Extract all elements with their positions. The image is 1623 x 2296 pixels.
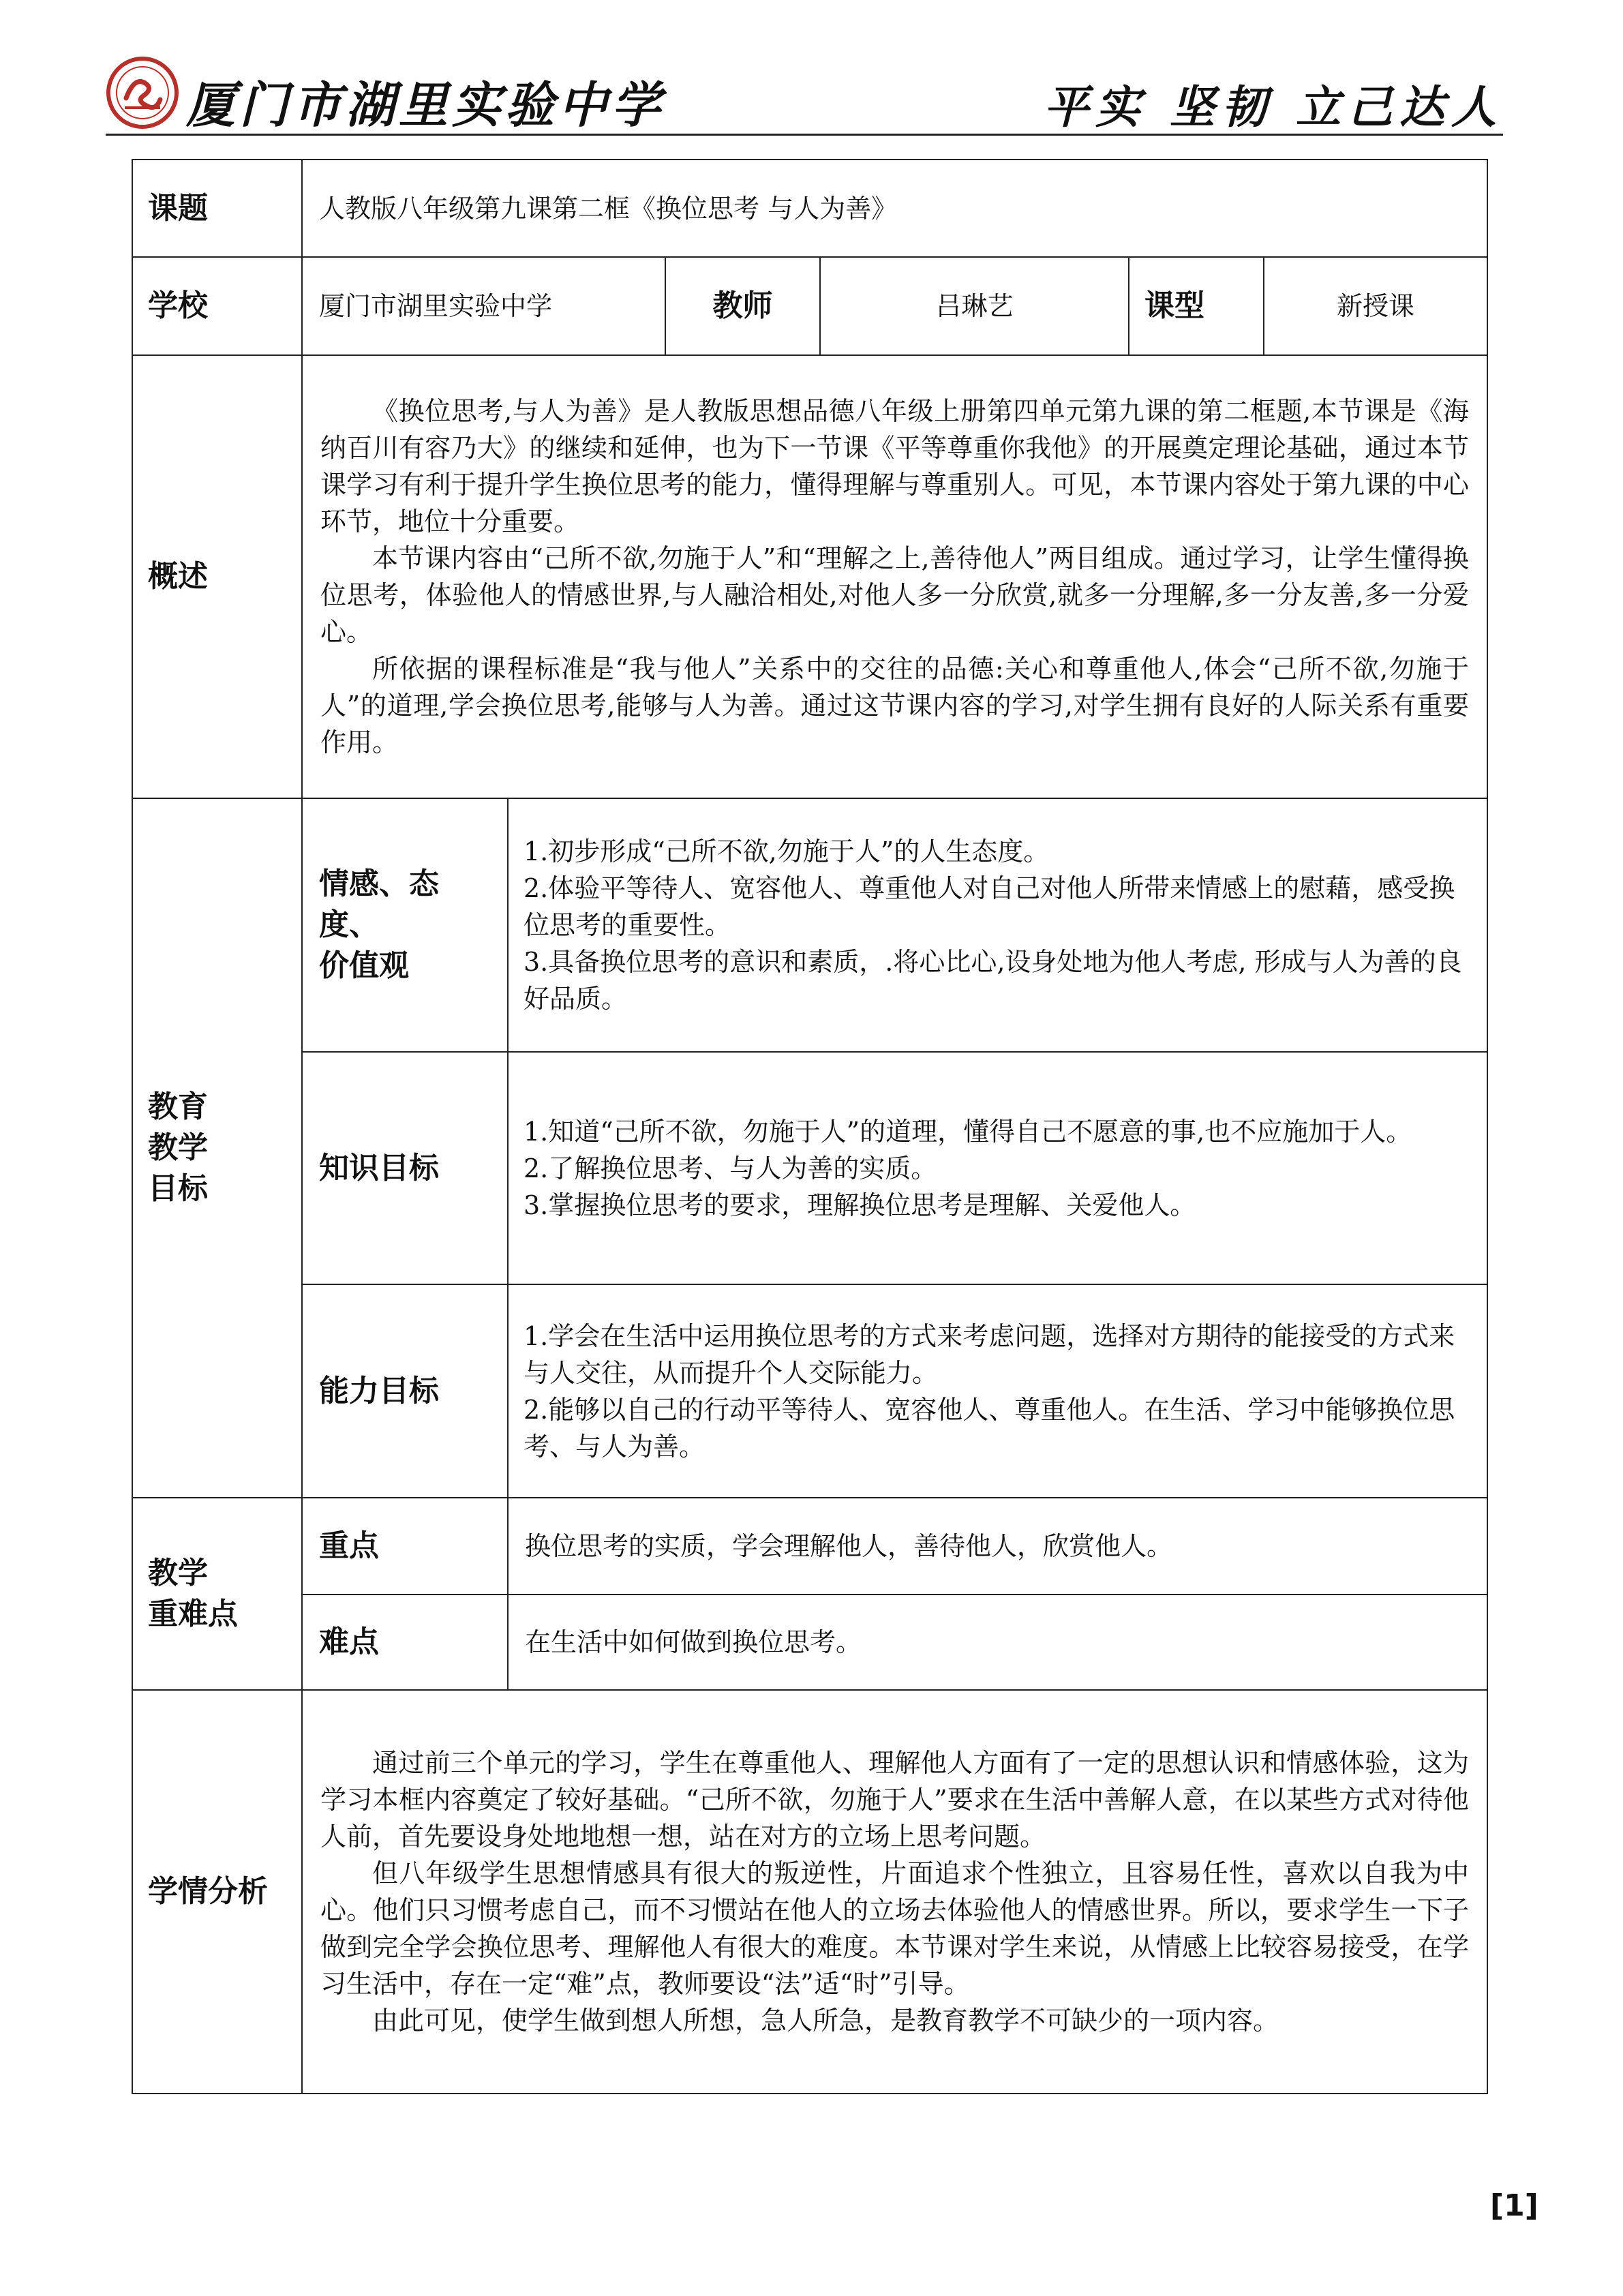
goals-label (132, 798, 302, 1498)
overview-row (132, 355, 1487, 798)
overview-label: 概述 (132, 355, 302, 798)
goal-item: 3.具备换位思考的意识和素质，.将心比心,设身处地为他人考虑, 形成与人为善的良好品质。 (524, 947, 1462, 1014)
difficult-value: 在生活中如何做到换位思考。 (508, 1595, 1487, 1690)
header-divider (106, 134, 1503, 136)
goal-item: 1.学会在生活中运用换位思考的方式来考虑问题，选择对方期待的能接受的方式来与人交往，从而提升个人交际能力。 (524, 1320, 1455, 1388)
overview-paragraph: 所依据的课程标准是“我与他人”关系中的交往的品德:关心和尊重他人,体会“己所不欲,勿施于人”的道理,学会换位思考,能够与人为善。通过这节课内容的学习,对学生拥有良好的人际关系有重要作用。 (320, 654, 1470, 757)
goal-label-line: 知识目标 (319, 1150, 439, 1185)
keypoints-label-line: 重难点 (148, 1597, 238, 1631)
goal-item: 3.掌握换位思考的要求，理解换位思考是理解、关爱他人。 (524, 1190, 1196, 1220)
goal-item: 2.了解换位思考、与人为善的实质。 (524, 1153, 937, 1183)
goal-knowledge-label (302, 1052, 508, 1284)
goal-item: 1.知道“己所不欲，勿施于人”的道理，懂得自己不愿意的事,也不应施加于人。 (524, 1116, 1412, 1147)
goal-knowledge-items (508, 1052, 1487, 1284)
page-header (106, 53, 1503, 135)
school-row (132, 257, 1487, 355)
goal-ability-label (302, 1284, 508, 1498)
goal-item: 1.初步形成“己所不欲,勿施于人”的人生态度。 (524, 836, 1050, 866)
page-number: [1] (1490, 2188, 1538, 2223)
goal-label-line: 度、 (319, 907, 379, 942)
goal-label-line: 情感、态 (319, 866, 439, 901)
analysis-row (132, 1690, 1487, 2094)
lesson-plan-table (132, 159, 1488, 2094)
school-seal-icon (106, 56, 179, 130)
goal-row-emotion (132, 798, 1487, 1052)
school-label: 学校 (132, 257, 302, 355)
goal-emotion-label (302, 798, 508, 1052)
goal-row-ability (132, 1284, 1487, 1498)
overview-paragraph: 《换位思考,与人为善》是人教版思想品德八年级上册第四单元第九课的第二框题,本节课是《海纳百川有容乃大》的继续和延伸，也为下一节课《平等尊重你我他》的开展奠定理论基础，通过本节课学习有利于提升学生换位思考的能力，懂得理解与尊重别人。可见，本节课内容处于第九课的中心环节，地位十分重要。 (320, 396, 1470, 537)
teacher-label: 教师 (665, 257, 820, 355)
goal-label-line: 价值观 (319, 948, 409, 983)
goal-emotion-items (508, 798, 1487, 1052)
goals-label-line: 目标 (148, 1171, 208, 1206)
key-label: 重点 (302, 1498, 508, 1595)
overview-paragraph: 本节课内容由“己所不欲,勿施于人”和“理解之上,善待他人”两目组成。通过学习，让学生懂得换位思考，体验他人的情感世界,与人融洽相处,对他人多一分欣赏,就多一分理解,多一分友善,多一分爱心。 (320, 543, 1470, 647)
analysis-paragraph: 但八年级学生思想情感具有很大的叛逆性，片面追求个性独立，且容易任性，喜欢以自我为中心。他们只习惯考虑自己，而不习惯站在他人的立场去体验他人的情感世界。所以，要求学生一下子做到完全学会换位思考、理解他人有很大的难度。本节课对学生来说，从情感上比较容易接受，在学习生活中，存在一定“难”点，教师要设“法”适“时”引导。 (320, 1858, 1470, 1999)
topic-label: 课题 (132, 160, 302, 257)
analysis-label: 学情分析 (132, 1690, 302, 2094)
header-school-name: 厦门市湖里实验中学 (186, 76, 665, 134)
keypoints-label-line: 教学 (148, 1556, 208, 1590)
goal-label-line: 能力目标 (319, 1373, 439, 1408)
goal-item: 2.能够以自己的行动平等待人、宽容他人、尊重他人。在生活、学习中能够换位思考、与人为善。 (524, 1394, 1455, 1462)
goals-label-line: 教育 (148, 1089, 208, 1124)
topic-value: 人教版八年级第九课第二框《换位思考 与人为善》 (302, 160, 1487, 257)
keypoints-label (132, 1498, 302, 1690)
goals-label-line: 教学 (148, 1130, 208, 1165)
header-motto: 平实 坚韧 立己达人 (1044, 80, 1503, 134)
difficult-label: 难点 (302, 1595, 508, 1690)
goal-row-knowledge (132, 1052, 1487, 1284)
topic-row (132, 160, 1487, 257)
analysis-content (302, 1690, 1487, 2094)
analysis-paragraph: 通过前三个单元的学习，学生在尊重他人、理解他人方面有了一定的思想认识和情感体验，这为学习本框内容奠定了较好基础。“己所不欲，勿施于人”要求在生活中善解人意，在以某些方式对待他人前，首先要设身处地地想一想，站在对方的立场上思考问题。 (320, 1748, 1470, 1852)
school-value: 厦门市湖里实验中学 (302, 257, 665, 355)
analysis-paragraph: 由此可见，使学生做到想人所想，急人所急，是教育教学不可缺少的一项内容。 (372, 2006, 1279, 2036)
lesson-type-label: 课型 (1129, 257, 1264, 355)
difficult-row (132, 1595, 1487, 1690)
goal-ability-items (508, 1284, 1487, 1498)
lesson-type-value: 新授课 (1264, 257, 1487, 355)
teacher-value: 吕琳艺 (820, 257, 1129, 355)
goal-item: 2.体验平等待人、宽容他人、尊重他人对自己对他人所带来情感上的慰藉，感受换位思考的重要性。 (524, 873, 1455, 940)
keypoint-row (132, 1498, 1487, 1595)
overview-content (302, 355, 1487, 798)
key-value: 换位思考的实质，学会理解他人，善待他人，欣赏他人。 (508, 1498, 1487, 1595)
